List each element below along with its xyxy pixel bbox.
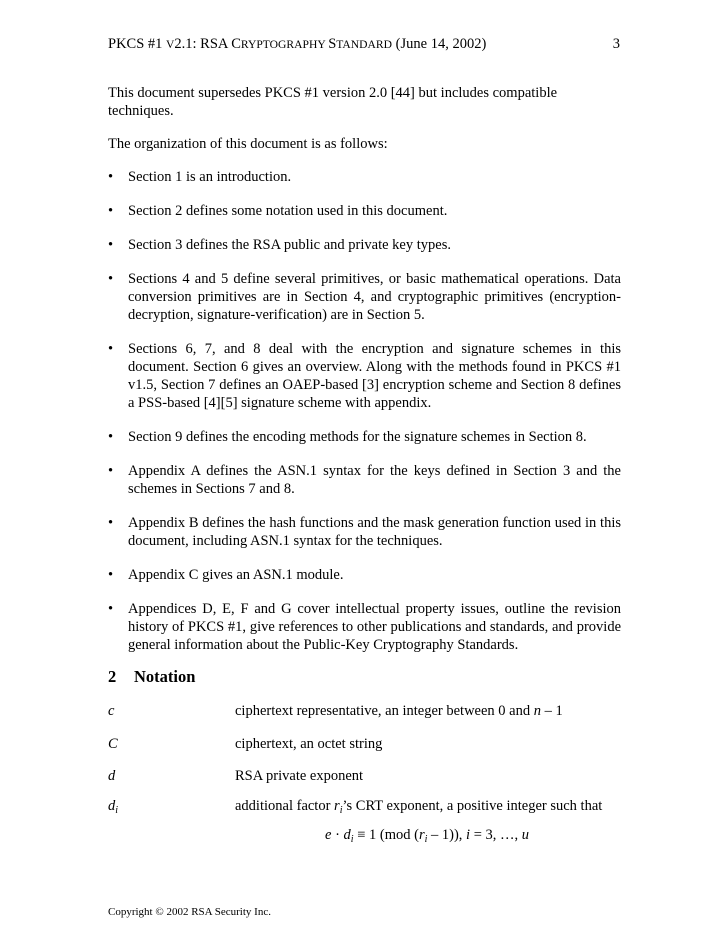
body-content <box>108 84 621 670</box>
notation-symbol: d <box>108 768 116 784</box>
bullet-icon: • <box>108 601 114 617</box>
bullet-icon: • <box>108 271 114 287</box>
bullet-icon: • <box>108 515 114 531</box>
notation-description: ciphertext representative, an integer between 0 and n – 1 <box>235 703 563 719</box>
notation-description: additional factor $r_i’s$ CRT exponent, a positive integer such that <box>235 798 603 816</box>
list-item: • Section 9 defines the encoding methods for the signature schemes in Section 8. <box>108 429 587 445</box>
notation-symbol: $d_i$ <box>108 798 119 816</box>
list-item: • Section 2 defines some notation used in this document. <box>108 203 448 219</box>
section-title: Notation <box>134 667 196 686</box>
notation-description: RSA private exponent <box>235 768 364 784</box>
list-item: • Appendix C gives an ASN.1 module. <box>108 567 344 583</box>
page-header <box>108 36 620 56</box>
supersedes-paragraph: This document supersedes PKCS #1 version 2.0 [44] but includes compatible techniques. <box>108 85 558 119</box>
bullet-icon: • <box>108 203 114 219</box>
list-item: • Section 1 is an introduction. <box>108 169 292 185</box>
section-heading <box>108 667 195 687</box>
list-item: • Section 3 defines the RSA public and private key types. <box>108 237 451 253</box>
bullet-icon: • <box>108 341 114 357</box>
list-item: • Sections 4 and 5 define several primitives, or basic mathematical operations. Data conversion primitives are in Section 4, and cryptographic primitives (encryption-decryption, signature-verification) are in Section 5. <box>108 271 621 323</box>
page-footer: Copyright © 2002 RSA Security Inc. <box>108 906 271 918</box>
organization-paragraph: The organization of this document is as follows: <box>108 136 388 152</box>
section-list <box>108 168 621 654</box>
notation-symbol: C <box>108 736 118 752</box>
bullet-icon: • <box>108 169 114 185</box>
list-item: • Appendix B defines the hash functions and the mask generation function used in this document, including ASN.1 syntax for the techniques. <box>108 515 621 549</box>
list-item: • Sections 6, 7, and 8 deal with the encryption and signature schemes in this document. Section 6 gives an overview. Along with the methods found in PKCS #1 v1.5, Section 7 defines an OAEP-based [3] encryption scheme and Section 8 defines a PSS-based [4][5] signature scheme with appendix. <box>108 341 621 411</box>
bullet-icon: • <box>108 237 114 253</box>
notation-symbol: c <box>108 703 115 719</box>
section-number: 2 <box>108 667 117 686</box>
page-number: 3 <box>612 36 620 52</box>
header-title: PKCS #1 V2.1: RSA CRYPTOGRAPHY STANDARD (June 14, 2002) <box>108 36 487 52</box>
bullet-icon: • <box>108 429 114 445</box>
crt-formula: $e \cdot d_i \equiv 1$ (mod $(r_i - 1)$), i = 3, …, u <box>325 827 530 845</box>
bullet-icon: • <box>108 463 114 479</box>
bullet-icon: • <box>108 567 114 583</box>
list-item: • Appendices D, E, F and G cover intellectual property issues, outline the revision history of PKCS #1, give references to other publications and standards, and provide general information about the Public-Key Cryptography Standards. <box>108 601 621 653</box>
list-item: • Appendix A defines the ASN.1 syntax for the keys defined in Section 3 and the schemes in Sections 7 and 8. <box>108 463 621 497</box>
notation-description: ciphertext, an octet string <box>235 736 383 752</box>
